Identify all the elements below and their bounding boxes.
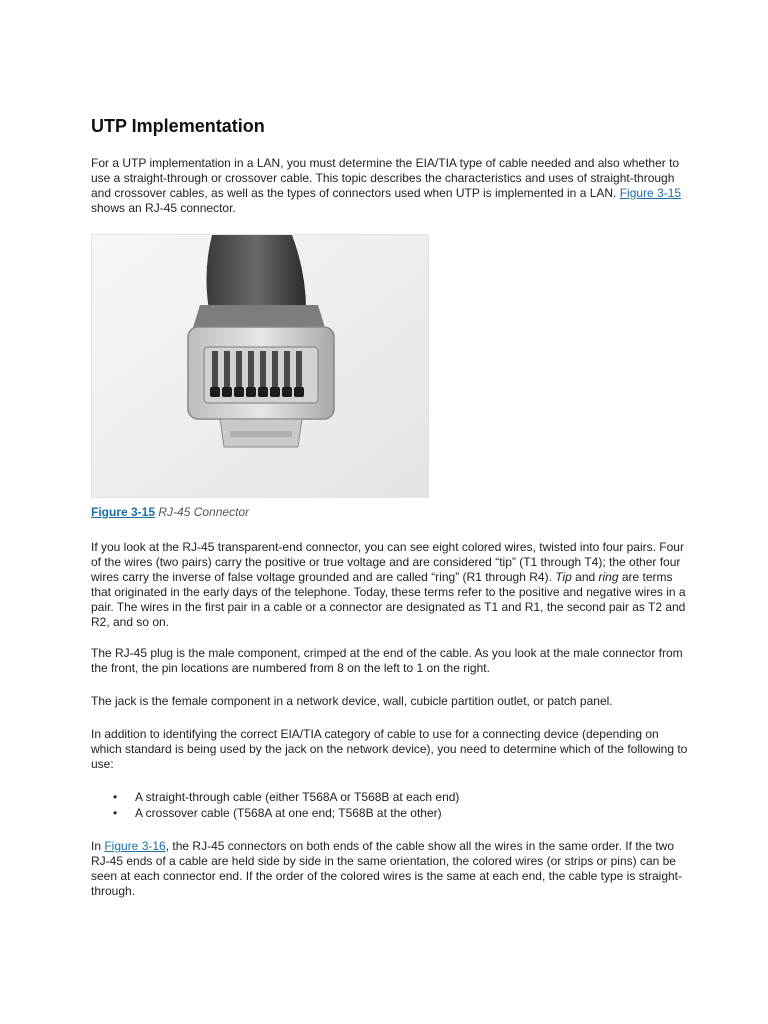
intro-text-after: shows an RJ-45 connector. bbox=[91, 201, 236, 215]
list-item bbox=[91, 805, 691, 821]
figure-3-15-label-link[interactable]: Figure 3-15 bbox=[91, 505, 156, 519]
bullet-icon: • bbox=[113, 806, 118, 820]
bullet-icon: • bbox=[113, 790, 118, 804]
figure-3-15-link[interactable]: Figure 3-15 bbox=[619, 186, 682, 200]
intro-text-before: For a UTP implementation in a LAN, you must determine the EIA/TIA type of cable needed and also whether to use a straight-through or crossover cable. This topic describes the characteristics and uses of straight-through and crossover cables, as well as the types of connectors used when UTP is implemented in a LAN. bbox=[91, 156, 680, 200]
tip-ring-and: and bbox=[571, 570, 599, 584]
page-title: UTP Implementation bbox=[91, 116, 265, 136]
rj45-connector-illustration bbox=[92, 235, 428, 497]
tip-ring-paragraph bbox=[91, 540, 691, 630]
tip-ring-text-1: If you look at the RJ-45 transparent-end connector, you can see eight colored wires, twisted into four pairs. Four of the wires (two pairs) carry the positive or true voltage and are considered “tip” (T1 through T4); the other four wires carry the inverse of false voltage grounded and are called “ring” (R1 through R4). bbox=[91, 540, 684, 584]
category-paragraph: In addition to identifying the correct EIA/TIA category of cable to use for a connecting device (depending on which standard is being used by the jack on the network device), you need to determine which of the following to use: bbox=[91, 727, 688, 771]
last-text-before: In bbox=[91, 839, 105, 853]
jack-paragraph: The jack is the female component in a network device, wall, cubicle partition outlet, or patch panel. bbox=[91, 694, 613, 708]
figure-caption bbox=[91, 505, 691, 520]
rj45-connector-photo bbox=[91, 234, 429, 498]
intro-paragraph bbox=[91, 156, 691, 216]
straight-through-paragraph bbox=[91, 839, 691, 899]
last-text-after: , the RJ-45 connectors on both ends of the cable show all the wires in the same order. If the two RJ-45 ends of a cable are held side by side in the same orientation, the colored wires (or strips or pins) can be seen at each connector end. If the order of the colored wires is the same at each end, the cable type is straight-through. bbox=[91, 839, 683, 898]
ring-term: ring bbox=[598, 570, 619, 584]
list-item-text: A straight-through cable (either T568A or T568B at each end) bbox=[135, 790, 460, 804]
cable-type-list bbox=[91, 789, 691, 821]
figure-caption-text: RJ-45 Connector bbox=[155, 505, 250, 519]
tip-term: Tip bbox=[555, 570, 572, 584]
list-item-text: A crossover cable (T568A at one end; T568B at the other) bbox=[135, 806, 442, 820]
list-item bbox=[91, 789, 691, 805]
tip-ring-text-2: are terms that originated in the early days of the telephone. Today, these terms refer to the positive and negative wires in a pair. The wires in the first pair in a cable or a connector are designated as T1 and R1, the second pair as T2 and R2, and so on. bbox=[91, 570, 686, 629]
figure-3-16-link[interactable]: Figure 3-16 bbox=[104, 839, 166, 853]
plug-paragraph: The RJ-45 plug is the male component, crimped at the end of the cable. As you look at the male connector from the front, the pin locations are numbered from 8 on the left to 1 on the right. bbox=[91, 646, 683, 675]
